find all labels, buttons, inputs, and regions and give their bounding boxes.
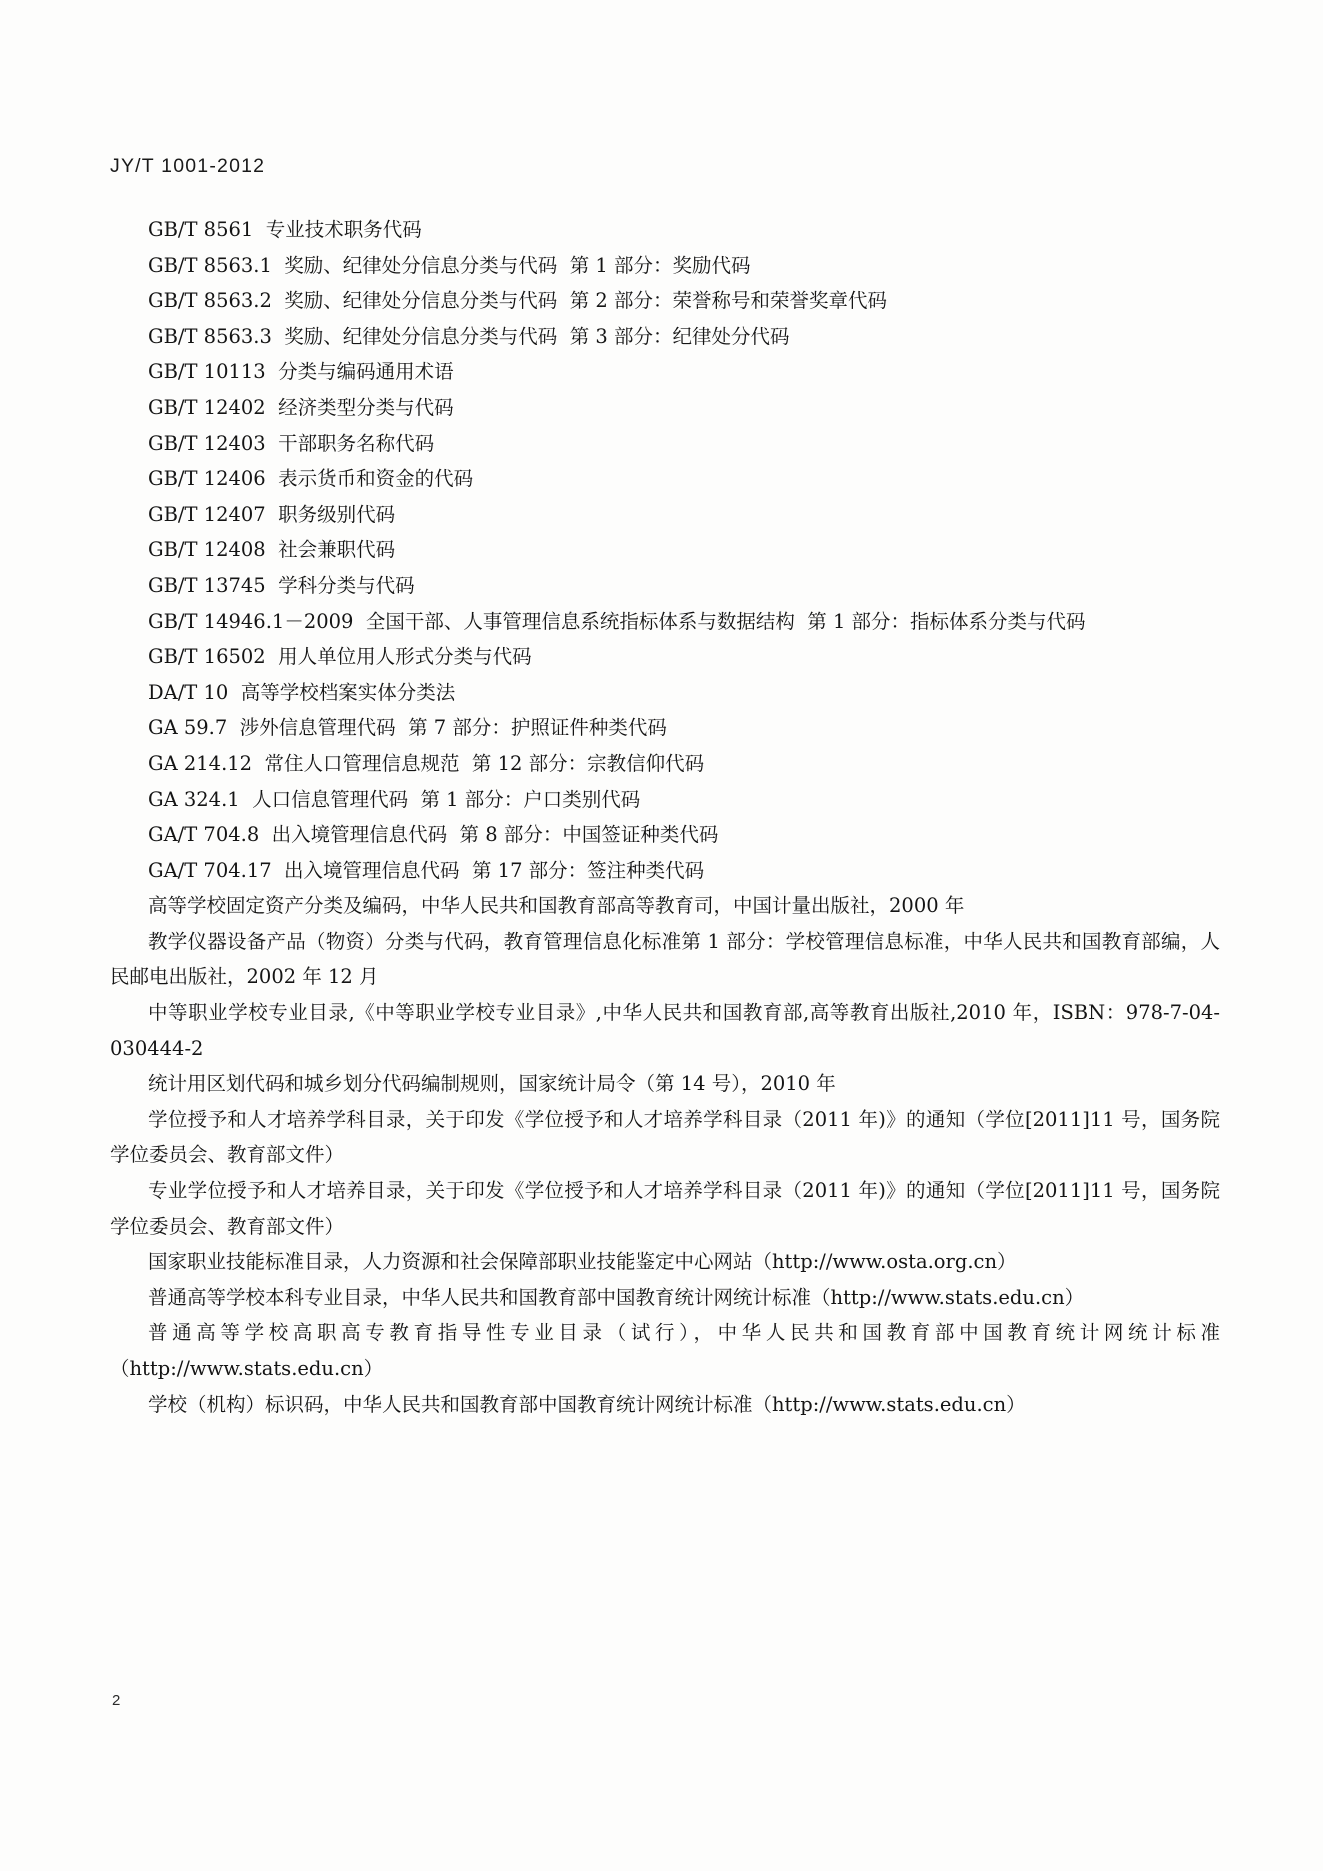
- page-number: 2: [112, 1692, 121, 1709]
- paragraph: 中等职业学校专业目录,《中等职业学校专业目录》,中华人民共和国教育部,高等教育出版社,2010 年，ISBN：978-7-04-030444-2: [110, 1001, 1220, 1060]
- paragraph: GB/T 8561 专业技术职务代码: [148, 218, 422, 241]
- paragraph: 普通高等学校本科专业目录，中华人民共和国教育部中国教育统计网统计标准（http://www.stats.edu.cn）: [148, 1285, 1085, 1309]
- paragraph: 高等学校固定资产分类及编码，中华人民共和国教育部高等教育司，中国计量出版社，2000 年: [148, 894, 965, 918]
- paragraph: GA/T 704.17 出入境管理信息代码 第 17 部分：签注种类代码: [148, 858, 705, 882]
- paragraph: GA 324.1 人口信息管理代码 第 1 部分：户口类别代码: [148, 787, 641, 811]
- page-header-standard-number: JY/T 1001-2012: [110, 155, 266, 177]
- paragraph: GB/T 13745 学科分类与代码: [148, 573, 415, 597]
- paragraph: GA 59.7 涉外信息管理代码 第 7 部分：护照证件种类代码: [148, 716, 667, 740]
- paragraph: GB/T 8563.3 奖励、纪律处分信息分类与代码 第 3 部分：纪律处分代码: [148, 324, 790, 348]
- paragraph: GB/T 12408 社会兼职代码: [148, 538, 396, 562]
- paragraph: GB/T 12403 干部职务名称代码: [148, 431, 435, 455]
- paragraph: GB/T 12406 表示货币和资金的代码: [148, 467, 474, 491]
- paragraph: GB/T 10113 分类与编码通用术语: [148, 360, 454, 384]
- paragraph: 学位授予和人才培养学科目录，关于印发《学位授予和人才培养学科目录（2011 年)》的通知（学位[2011]11 号，国务院学位委员会、教育部文件）: [110, 1107, 1220, 1167]
- paragraph: DA/T 10 高等学校档案实体分类法: [148, 680, 456, 704]
- paragraph: GB/T 14946.1－2009 全国干部、人事管理信息系统指标体系与数据结构 第 1 部分：指标体系分类与代码: [148, 609, 1086, 633]
- paragraph: GB/T 16502 用人单位用人形式分类与代码: [148, 645, 532, 669]
- paragraph: 学校（机构）标识码，中华人民共和国教育部中国教育统计网统计标准（http://www.stats.edu.cn）: [148, 1392, 1026, 1416]
- paragraph: 教学仪器设备产品（物资）分类与代码，教育管理信息化标准第 1 部分：学校管理信息标准，中华人民共和国教育部编，人民邮电出版社，2002 年 12 月: [110, 929, 1220, 989]
- paragraph: GB/T 12402 经济类型分类与代码: [148, 395, 454, 419]
- paragraph: 普通高等学校高职高专教育指导性专业目录（试行），中华人民共和国教育部中国教育统计网统计标准（http://www.stats.edu.cn）: [110, 1321, 1220, 1380]
- paragraph: GA 214.12 常住人口管理信息规范 第 12 部分：宗教信仰代码: [148, 751, 705, 775]
- paragraph: 专业学位授予和人才培养目录，关于印发《学位授予和人才培养学科目录（2011 年)》的通知（学位[2011]11 号，国务院学位委员会、教育部文件）: [110, 1179, 1220, 1238]
- paragraph: 统计用区划代码和城乡划分代码编制规则，国家统计局令（第 14 号），2010 年: [148, 1072, 836, 1096]
- paragraph: GB/T 8563.2 奖励、纪律处分信息分类与代码 第 2 部分：荣誉称号和荣誉奖章代码: [148, 289, 888, 313]
- paragraph: GA/T 704.8 出入境管理信息代码 第 8 部分：中国签证种类代码: [148, 823, 719, 847]
- document-body: [110, 212, 1220, 1422]
- paragraph: 国家职业技能标准目录，人力资源和社会保障部职业技能鉴定中心网站（http://www.osta.org.cn）: [148, 1250, 1017, 1274]
- paragraph: GB/T 8563.1 奖励、纪律处分信息分类与代码 第 1 部分：奖励代码: [148, 253, 751, 277]
- paragraph: GB/T 12407 职务级别代码: [148, 502, 396, 526]
